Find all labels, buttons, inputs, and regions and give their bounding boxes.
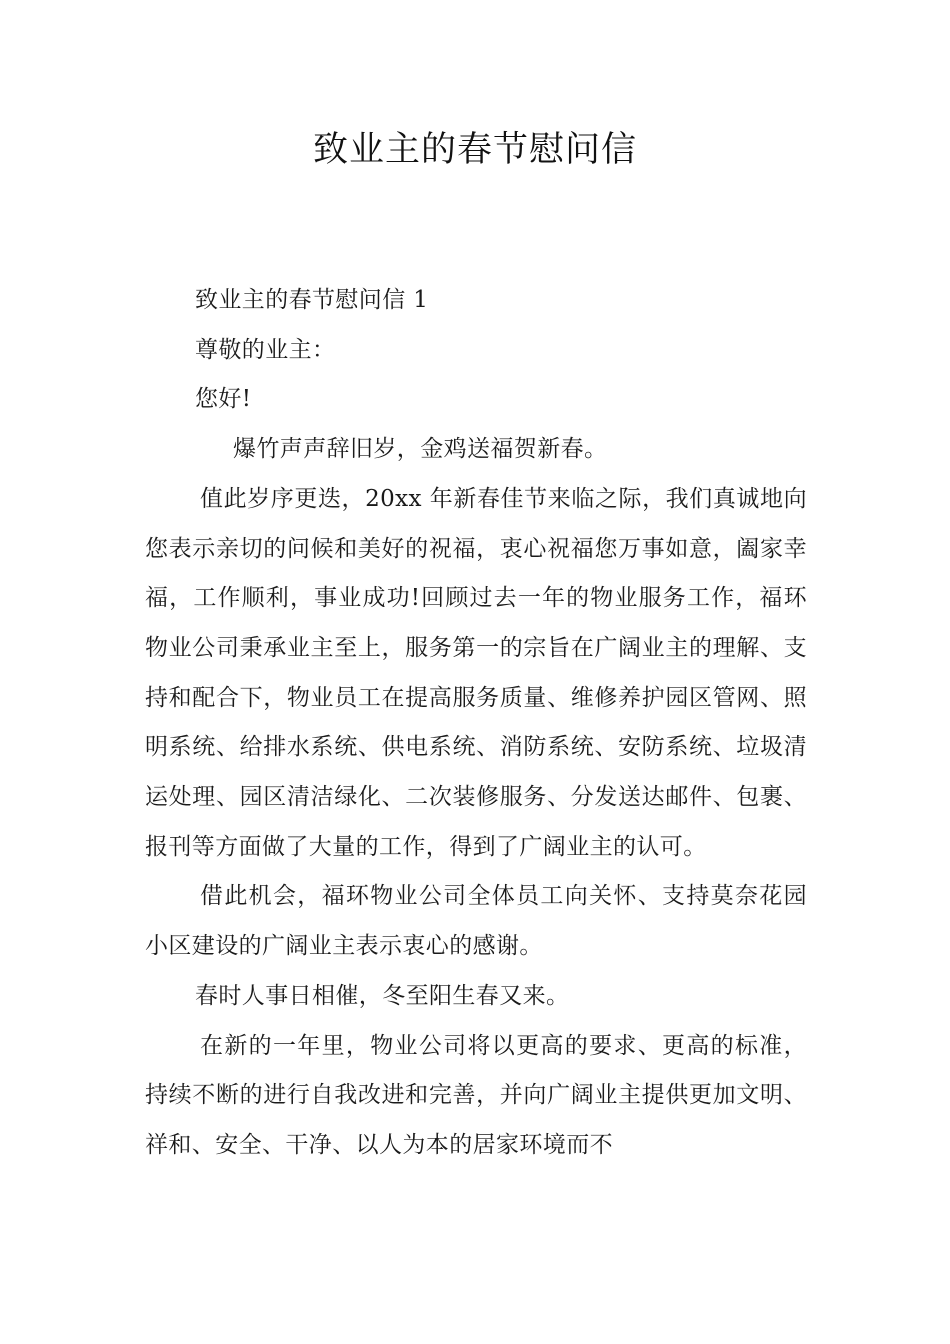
couplet-line-1: 爆竹声声辞旧岁，金鸡送福贺新春。 [233,436,608,463]
letter-salutation: 尊敬的业主： [195,336,336,363]
letter-greeting: 您好! [195,386,252,413]
paragraph-thanks: 借此机会，福环物业公司全体员工向关怀、支持莫奈花园小区建设的广阔业主表示衷心的感谢。 [145,883,807,960]
couplet-line-2: 春时人事日相催，冬至阳生春又来。 [195,982,570,1009]
paragraph-new-year: 在新的一年里，物业公司将以更高的要求、更高的标准，持续不断的进行自我改进和完善，并向广阔业主提供更加文明、祥和、安全、干净、以人为本的居家环境而不 [145,1032,807,1158]
letter-heading: 致业主的春节慰问信 1 [195,287,429,313]
paragraph-review: 值此岁序更迭，20xx 年新春佳节来临之际，我们真诚地向您表示亲切的问候和美好的祝福，衷心祝福您万事如意，阖家幸福，工作顺利，事业成功!回顾过去一年的物业服务工作，福环物业公司秉承业主至上，服务第一的宗旨在广阔业主的理解、支持和配合下，物业员工在提高服务质量、维修养护园区管网、照明系统、给排水系统、供电系统、消防系统、安防系统、垃圾清运处理、园区清洁绿化、二次装修服务、分发送达邮件、包裹、报刊等方面做了大量的工作，得到了广阔业主的认可。 [145,485,807,860]
document-body [145,276,807,1171]
document-title: 致业主的春节慰问信 [312,130,637,170]
